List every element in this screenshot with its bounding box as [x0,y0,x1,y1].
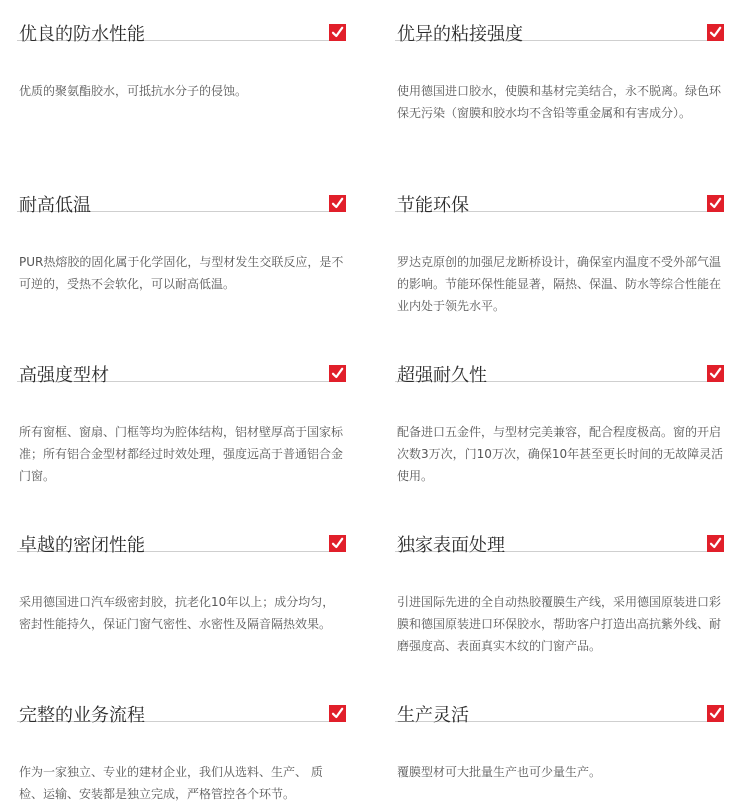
feature-title: 独家表面处理 [397,535,505,556]
feature-description: 采用德国进口汽车级密封胶，抗老化10年以上；成分均匀，密封性能持久，保证门窗气密性、水密性及隔音隔热效果。 [19,595,335,631]
feature-header [17,343,346,386]
feature-description: 罗达克原创的加强尼龙断桥设计，确保室内温度不受外部气温的影响。节能环保性能显著，隔热、保温、防水等综合性能在业内处于领先水平。 [397,255,722,313]
feature-description: 所有窗框、窗扇、门框等均为腔体结构，铝材壁厚高于国家标准；所有铝合金型材都经过时效处理，强度远高于普通铝合金门窗。 [19,425,344,483]
feature-description: 引进国际先进的全自动热胶覆膜生产线，采用德国原装进口彩膜和德国原装进口环保胶水，帮助客户打造出高抗紫外线、耐磨强度高、表面真实木纹的门窗产品。 [397,595,722,653]
feature-header [17,683,346,726]
feature-card [17,2,346,98]
checkbox-checked-icon [707,365,724,382]
checkbox-checked-icon [707,705,724,722]
feature-description: PUR热熔胶的固化属于化学固化，与型材发生交联反应，是不可逆的，受热不会软化，可以耐高低温。 [19,255,344,291]
feature-title: 超强耐久性 [397,365,487,386]
feature-card [17,513,346,631]
feature-description: 使用德国进口胶水，使膜和基材完美结合，永不脱离。绿色环保无污染（窗膜和胶水均不含铅等重金属和有害成分）。 [397,84,722,120]
feature-title: 优异的粘接强度 [397,24,523,45]
checkbox-checked-icon [707,195,724,212]
feature-title: 高强度型材 [19,365,109,386]
feature-description: 作为一家独立、专业的建材企业，我们从选料、生产、 质检、运输、安装都是独立完成，严格管控各个环节。 [19,765,323,801]
feature-description: 配备进口五金件，与型材完美兼容，配合程度极高。窗的开启次数3万次，门10万次，确保10年甚至更长时间的无故障灵活使用。 [397,425,724,483]
feature-header [395,513,724,556]
feature-header [17,513,346,556]
feature-card [17,173,346,291]
checkbox-checked-icon [329,195,346,212]
feature-title: 优良的防水性能 [19,24,145,45]
feature-card [395,173,724,313]
checkbox-checked-icon [707,24,724,41]
checkbox-checked-icon [329,535,346,552]
feature-description: 优质的聚氨酯胶水，可抵抗水分子的侵蚀。 [19,84,248,98]
feature-card [395,683,724,779]
feature-header [17,2,346,45]
feature-header [395,683,724,726]
feature-title: 卓越的密闭性能 [19,535,145,556]
feature-title: 耐高低温 [19,195,91,216]
feature-card [17,343,346,483]
feature-header [395,173,724,216]
feature-title: 生产灵活 [397,705,469,726]
checkbox-checked-icon [329,365,346,382]
feature-card [17,683,346,801]
feature-card [395,343,724,483]
feature-card [395,513,724,653]
feature-header [395,2,724,45]
feature-header [17,173,346,216]
feature-title: 节能环保 [397,195,469,216]
feature-description: 覆膜型材可大批量生产也可少量生产。 [397,765,602,779]
checkbox-checked-icon [329,705,346,722]
feature-card [395,2,724,120]
checkbox-checked-icon [707,535,724,552]
feature-header [395,343,724,386]
checkbox-checked-icon [329,24,346,41]
feature-title: 完整的业务流程 [19,705,145,726]
